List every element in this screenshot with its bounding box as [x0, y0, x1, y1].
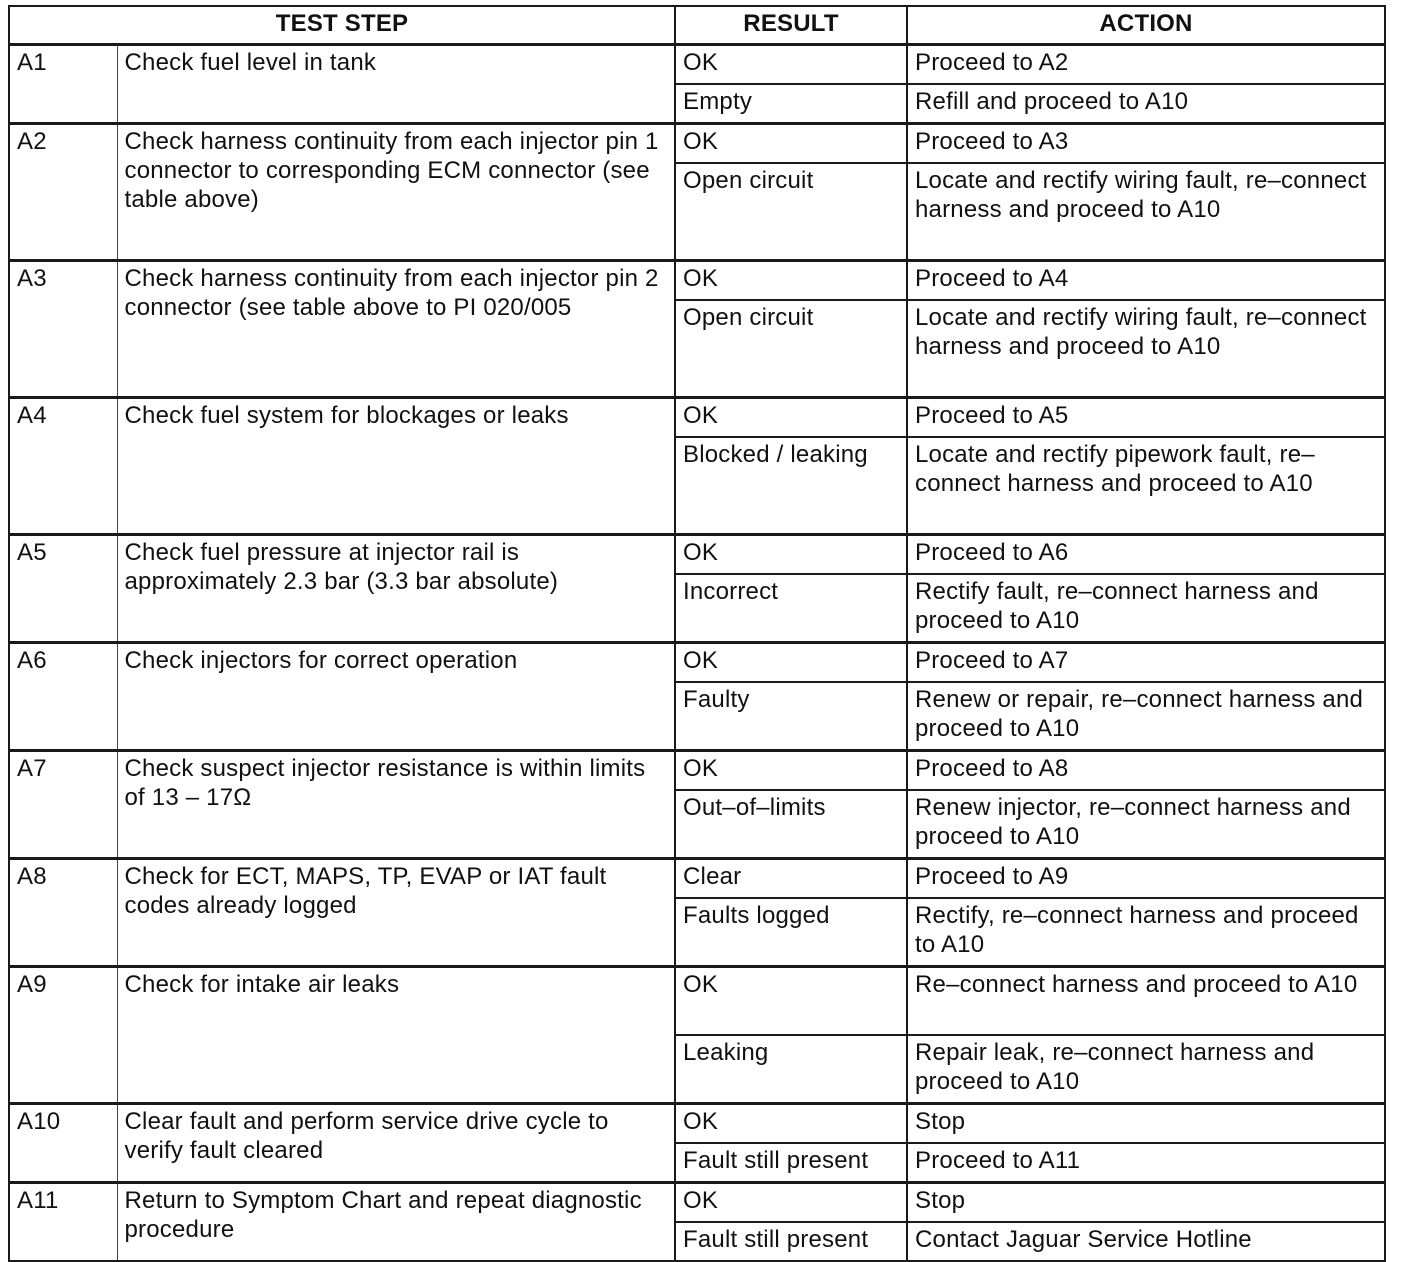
- result-cell: OK: [675, 261, 907, 301]
- action-cell: Proceed to A4: [907, 261, 1385, 301]
- action-cell: Re–connect harness and proceed to A10: [907, 967, 1385, 1036]
- action-cell: Repair leak, re–connect harness and proceed to A10: [907, 1035, 1385, 1104]
- action-cell: Refill and proceed to A10: [907, 84, 1385, 124]
- step-description: Check for intake air leaks: [117, 967, 675, 1104]
- step-id: A10: [9, 1104, 117, 1183]
- step-id: A3: [9, 261, 117, 398]
- action-cell: Proceed to A2: [907, 45, 1385, 85]
- result-cell: Leaking: [675, 1035, 907, 1104]
- action-cell: Rectify, re–connect harness and proceed to A10: [907, 898, 1385, 967]
- result-cell: Clear: [675, 859, 907, 899]
- result-cell: OK: [675, 535, 907, 575]
- action-cell: Stop: [907, 1183, 1385, 1223]
- action-cell: Proceed to A5: [907, 398, 1385, 438]
- step-id: A8: [9, 859, 117, 967]
- step-id: A6: [9, 643, 117, 751]
- result-cell: OK: [675, 45, 907, 85]
- step-id: A9: [9, 967, 117, 1104]
- step-description: Check fuel level in tank: [117, 45, 675, 124]
- action-cell: Contact Jaguar Service Hotline: [907, 1222, 1385, 1261]
- step-description: Check for ECT, MAPS, TP, EVAP or IAT fault codes already logged: [117, 859, 675, 967]
- table-row: [9, 124, 1385, 164]
- step-description: Check harness continuity from each injector pin 2 connector (see table above to PI 020/005: [117, 261, 675, 398]
- step-description: Return to Symptom Chart and repeat diagnostic procedure: [117, 1183, 675, 1262]
- result-cell: OK: [675, 398, 907, 438]
- header-test-step: TEST STEP: [9, 6, 675, 45]
- result-cell: OK: [675, 967, 907, 1036]
- diagnostic-table-container: [8, 5, 1386, 1262]
- result-cell: Open circuit: [675, 163, 907, 261]
- action-cell: Rectify fault, re–connect harness and proceed to A10: [907, 574, 1385, 643]
- header-row: [9, 6, 1385, 45]
- action-cell: Locate and rectify wiring fault, re–connect harness and proceed to A10: [907, 300, 1385, 398]
- result-cell: Out–of–limits: [675, 790, 907, 859]
- action-cell: Locate and rectify wiring fault, re–connect harness and proceed to A10: [907, 163, 1385, 261]
- action-cell: Proceed to A9: [907, 859, 1385, 899]
- result-cell: Fault still present: [675, 1143, 907, 1183]
- action-cell: Proceed to A8: [907, 751, 1385, 791]
- table-row: [9, 643, 1385, 683]
- result-cell: OK: [675, 1183, 907, 1223]
- result-cell: OK: [675, 643, 907, 683]
- result-cell: OK: [675, 124, 907, 164]
- result-cell: OK: [675, 1104, 907, 1144]
- header-result: RESULT: [675, 6, 907, 45]
- step-id: A2: [9, 124, 117, 261]
- table-row: [9, 751, 1385, 791]
- action-cell: Proceed to A11: [907, 1143, 1385, 1183]
- step-id: A7: [9, 751, 117, 859]
- result-cell: Blocked / leaking: [675, 437, 907, 535]
- action-cell: Proceed to A6: [907, 535, 1385, 575]
- step-id: A1: [9, 45, 117, 124]
- table-row: [9, 1104, 1385, 1144]
- step-id: A4: [9, 398, 117, 535]
- result-cell: Fault still present: [675, 1222, 907, 1261]
- table-row: [9, 967, 1385, 1036]
- table-row: [9, 1183, 1385, 1223]
- result-cell: Faults logged: [675, 898, 907, 967]
- action-cell: Locate and rectify pipework fault, re–connect harness and proceed to A10: [907, 437, 1385, 535]
- result-cell: Faulty: [675, 682, 907, 751]
- action-cell: Proceed to A3: [907, 124, 1385, 164]
- result-cell: OK: [675, 751, 907, 791]
- step-id: A5: [9, 535, 117, 643]
- table-row: [9, 45, 1385, 85]
- step-description: Check injectors for correct operation: [117, 643, 675, 751]
- step-description: Check fuel pressure at injector rail is approximately 2.3 bar (3.3 bar absolute): [117, 535, 675, 643]
- table-row: [9, 398, 1385, 438]
- action-cell: Renew injector, re–connect harness and proceed to A10: [907, 790, 1385, 859]
- header-action: ACTION: [907, 6, 1385, 45]
- table-row: [9, 859, 1385, 899]
- result-cell: Incorrect: [675, 574, 907, 643]
- action-cell: Renew or repair, re–connect harness and proceed to A10: [907, 682, 1385, 751]
- step-description: Clear fault and perform service drive cycle to verify fault cleared: [117, 1104, 675, 1183]
- action-cell: Proceed to A7: [907, 643, 1385, 683]
- step-id: A11: [9, 1183, 117, 1262]
- diagnostic-table: [8, 5, 1386, 1262]
- table-row: [9, 535, 1385, 575]
- step-description: Check suspect injector resistance is within limits of 13 – 17Ω: [117, 751, 675, 859]
- action-cell: Stop: [907, 1104, 1385, 1144]
- table-body: [9, 45, 1385, 1262]
- step-description: Check fuel system for blockages or leaks: [117, 398, 675, 535]
- step-description: Check harness continuity from each injector pin 1 connector to corresponding ECM connector (see table above): [117, 124, 675, 261]
- result-cell: Open circuit: [675, 300, 907, 398]
- table-row: [9, 261, 1385, 301]
- result-cell: Empty: [675, 84, 907, 124]
